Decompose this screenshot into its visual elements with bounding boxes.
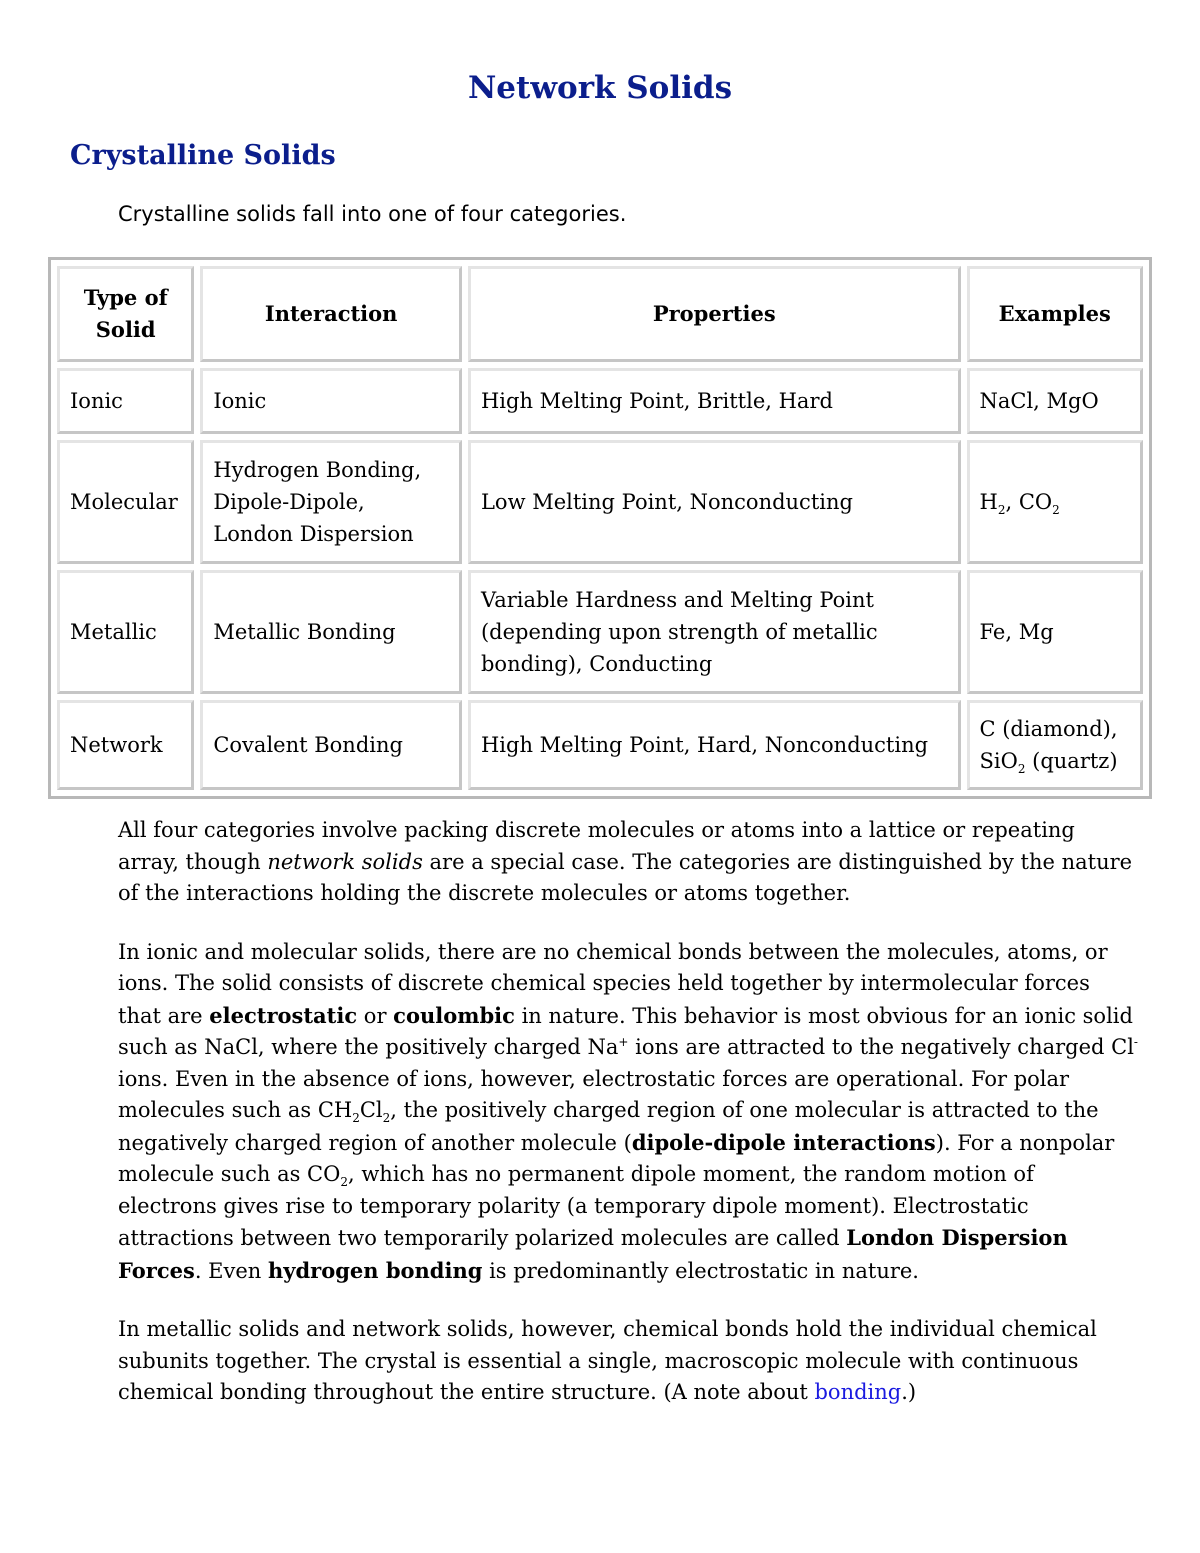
table-row <box>57 700 1143 790</box>
cell-properties: Variable Hardness and Melting Point (depending upon strength of metallic bonding), Conducting <box>468 570 961 694</box>
superscript: + <box>618 1035 629 1049</box>
paragraph-2 <box>118 937 1138 1288</box>
example-text: C (diamond), <box>979 717 1118 741</box>
example-text: H <box>979 490 998 514</box>
section-heading: Crystalline Solids <box>70 140 336 171</box>
subscript: 2 <box>1017 762 1026 777</box>
subscript: 2 <box>352 1111 360 1126</box>
text-run: .) <box>901 1380 917 1404</box>
bold-term: London Dispersion Forces <box>118 1225 1068 1283</box>
cell-type: Ionic <box>57 368 194 434</box>
body-text <box>118 815 1138 1436</box>
text-run: In metallic solids and network solids, however, chemical bonds hold the individual chemical subunits together. The crystal is essential a single, macroscopic molecule with continuous chemical bonding throughout the entire structure. (A note about <box>118 1317 1097 1404</box>
text-run: , which has no permanent dipole moment, the random motion of electrons gives rise to temporary polarity (a temporary dipole moment). Electrostatic attractions between two temporarily polarized molecules are called <box>118 1162 1034 1250</box>
cell-properties: High Melting Point, Hard, Nonconducting <box>468 700 961 790</box>
page-title: Network Solids <box>467 70 733 106</box>
bold-term: coulombic <box>393 1002 515 1028</box>
table-row <box>57 368 1143 434</box>
cell-examples <box>967 440 1144 564</box>
header-properties: Properties <box>468 266 961 362</box>
text-run: is predominantly electrostatic in nature. <box>482 1258 919 1283</box>
text-run: . Even <box>194 1258 268 1283</box>
text-run: or <box>357 1003 394 1028</box>
subscript: 2 <box>997 503 1006 518</box>
header-examples: Examples <box>967 266 1144 362</box>
subscript: 2 <box>1052 503 1060 518</box>
cell-type: Metallic <box>57 570 194 694</box>
bold-term: hydrogen bonding <box>267 1257 483 1283</box>
cell-examples: Fe, Mg <box>967 570 1144 694</box>
text-run: All four categories involve packing discrete molecules or atoms into a lattice or repeating array, though <box>118 818 1075 874</box>
header-type: Type of Solid <box>57 266 194 362</box>
table-header-row <box>57 266 1143 362</box>
text-run: are a special case. The categories are distinguished by the nature of the interactions holding the discrete molecules or atoms together. <box>118 849 1133 905</box>
cell-type: Molecular <box>57 440 194 564</box>
bonding-link[interactable]: bonding <box>814 1380 902 1404</box>
text-run: , the positively charged region of one molecular is attracted to the negatively charged region of another molecule ( <box>118 1098 1099 1155</box>
cell-type: Network <box>57 700 194 790</box>
intro-text: Crystalline solids fall into one of four categories. <box>118 202 627 226</box>
paragraph-3 <box>118 1314 1138 1409</box>
cell-interaction: Hydrogen Bonding, Dipole-Dipole, London Dispersion <box>200 440 462 564</box>
bold-term: dipole-dipole interactions <box>631 1129 936 1155</box>
solids-table <box>48 257 1152 799</box>
example-text: (quartz) <box>1025 749 1118 773</box>
subscript: 2 <box>340 1175 348 1190</box>
text-run: ions. Even in the absence of ions, however, electrostatic forces are operational. For polar molecules such as CH <box>118 1066 1070 1122</box>
example-text: SiO <box>979 749 1018 773</box>
cell-properties: High Melting Point, Brittle, Hard <box>468 368 961 434</box>
cell-examples: NaCl, MgO <box>967 368 1144 434</box>
text-run: ions are attracted to the negatively charged Cl <box>628 1035 1134 1059</box>
cell-properties: Low Melting Point, Nonconducting <box>468 440 961 564</box>
paragraph-1 <box>118 815 1138 910</box>
table-row <box>57 440 1143 564</box>
cell-interaction: Ionic <box>200 368 462 434</box>
cell-interaction: Metallic Bonding <box>200 570 462 694</box>
text-run: Cl <box>359 1098 383 1122</box>
superscript: - <box>1133 1035 1138 1049</box>
subscript: 2 <box>382 1111 391 1126</box>
table-row <box>57 570 1143 694</box>
text-run: in nature. This behavior is most obvious for an ionic solid such as NaCl, where the positively charged Na <box>118 1003 1133 1059</box>
text-run: ). For a nonpolar molecule such as CO <box>118 1130 1115 1186</box>
cell-examples <box>967 700 1144 790</box>
emphasis-text: network solids <box>267 849 423 874</box>
text-run: In ionic and molecular solids, there are no chemical bonds between the molecules, atoms, or ions. The solid consists of discrete chemical species held together by intermolecular forces that are <box>118 939 1108 1028</box>
cell-interaction: Covalent Bonding <box>200 700 462 790</box>
example-text: , CO <box>1005 490 1053 514</box>
bold-term: electrostatic <box>209 1002 358 1028</box>
header-interaction: Interaction <box>200 266 462 362</box>
